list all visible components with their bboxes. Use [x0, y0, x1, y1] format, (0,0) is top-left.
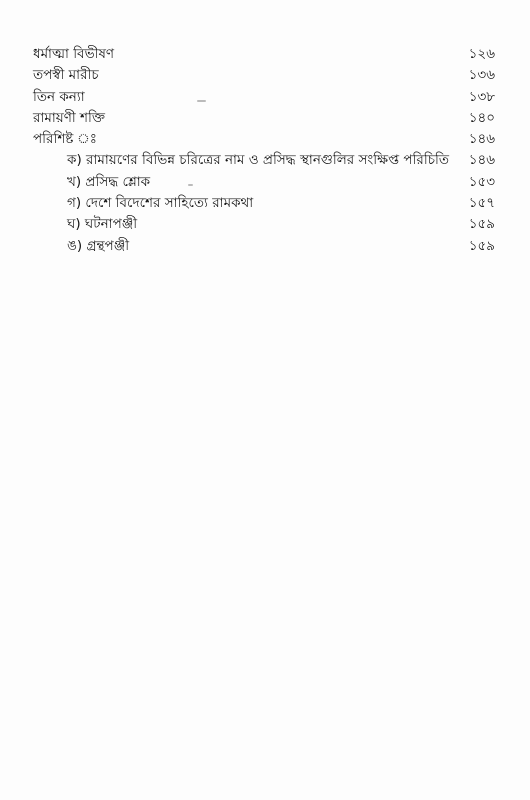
toc-subentry [33, 150, 495, 171]
toc-entry-title: পরিশিষ্ট ঃ [33, 131, 97, 148]
toc-subentry-page: ১৪৬ [468, 152, 495, 169]
toc-subentry-title: ঘ) ঘটনাপঞ্জী [67, 216, 138, 233]
toc-entry-title: ধর্মাত্মা বিভীষণ [33, 46, 115, 62]
toc-subentry-title: গ) দেশে বিদেশের সাহিত্যে রামকথা [67, 195, 254, 212]
toc-subentry-page: ১৫৭ [468, 195, 495, 212]
toc-entry [33, 65, 495, 86]
toc-entry-title: রামায়ণী শক্তি [33, 109, 105, 126]
toc-entry-page: ১৪০ [468, 109, 495, 126]
toc-entry [33, 44, 495, 65]
table-of-contents [33, 44, 495, 257]
toc-entry-title: তপস্বী মারীচ [33, 67, 99, 84]
toc-subentry [33, 236, 495, 257]
toc-entry [33, 129, 495, 150]
toc-subentry [33, 172, 495, 193]
toc-entry [33, 87, 495, 108]
toc-entry-page: ১৪৬ [468, 131, 495, 148]
toc-subentry-title: ক) রামায়ণের বিভিন্ন চরিত্রের নাম ও প্রসিদ্ধ স্থানগুলির সংক্ষিপ্ত পরিচিতি [67, 152, 450, 169]
toc-entry-page: ১৩৬ [468, 67, 495, 84]
toc-entry-page: ১২৬ [468, 46, 495, 62]
toc-subentry-title: খ) প্রসিদ্ধ শ্লোক [67, 173, 151, 190]
toc-entry-page: ১৩৮ [468, 88, 495, 105]
toc-subentry-page: ১৫৯ [468, 237, 495, 254]
toc-entry-title: তিন কন্যা [33, 88, 85, 105]
scan-speck [188, 184, 193, 186]
toc-subentry [33, 214, 495, 235]
toc-subentry-page: ১৫৯ [468, 216, 495, 233]
toc-subentry-page: ১৫৩ [468, 173, 495, 190]
scan-speck [197, 100, 206, 102]
toc-subentry [33, 193, 495, 214]
toc-subentry-title: ঙ) গ্রন্থপঞ্জী [67, 237, 130, 254]
toc-entry [33, 108, 495, 129]
